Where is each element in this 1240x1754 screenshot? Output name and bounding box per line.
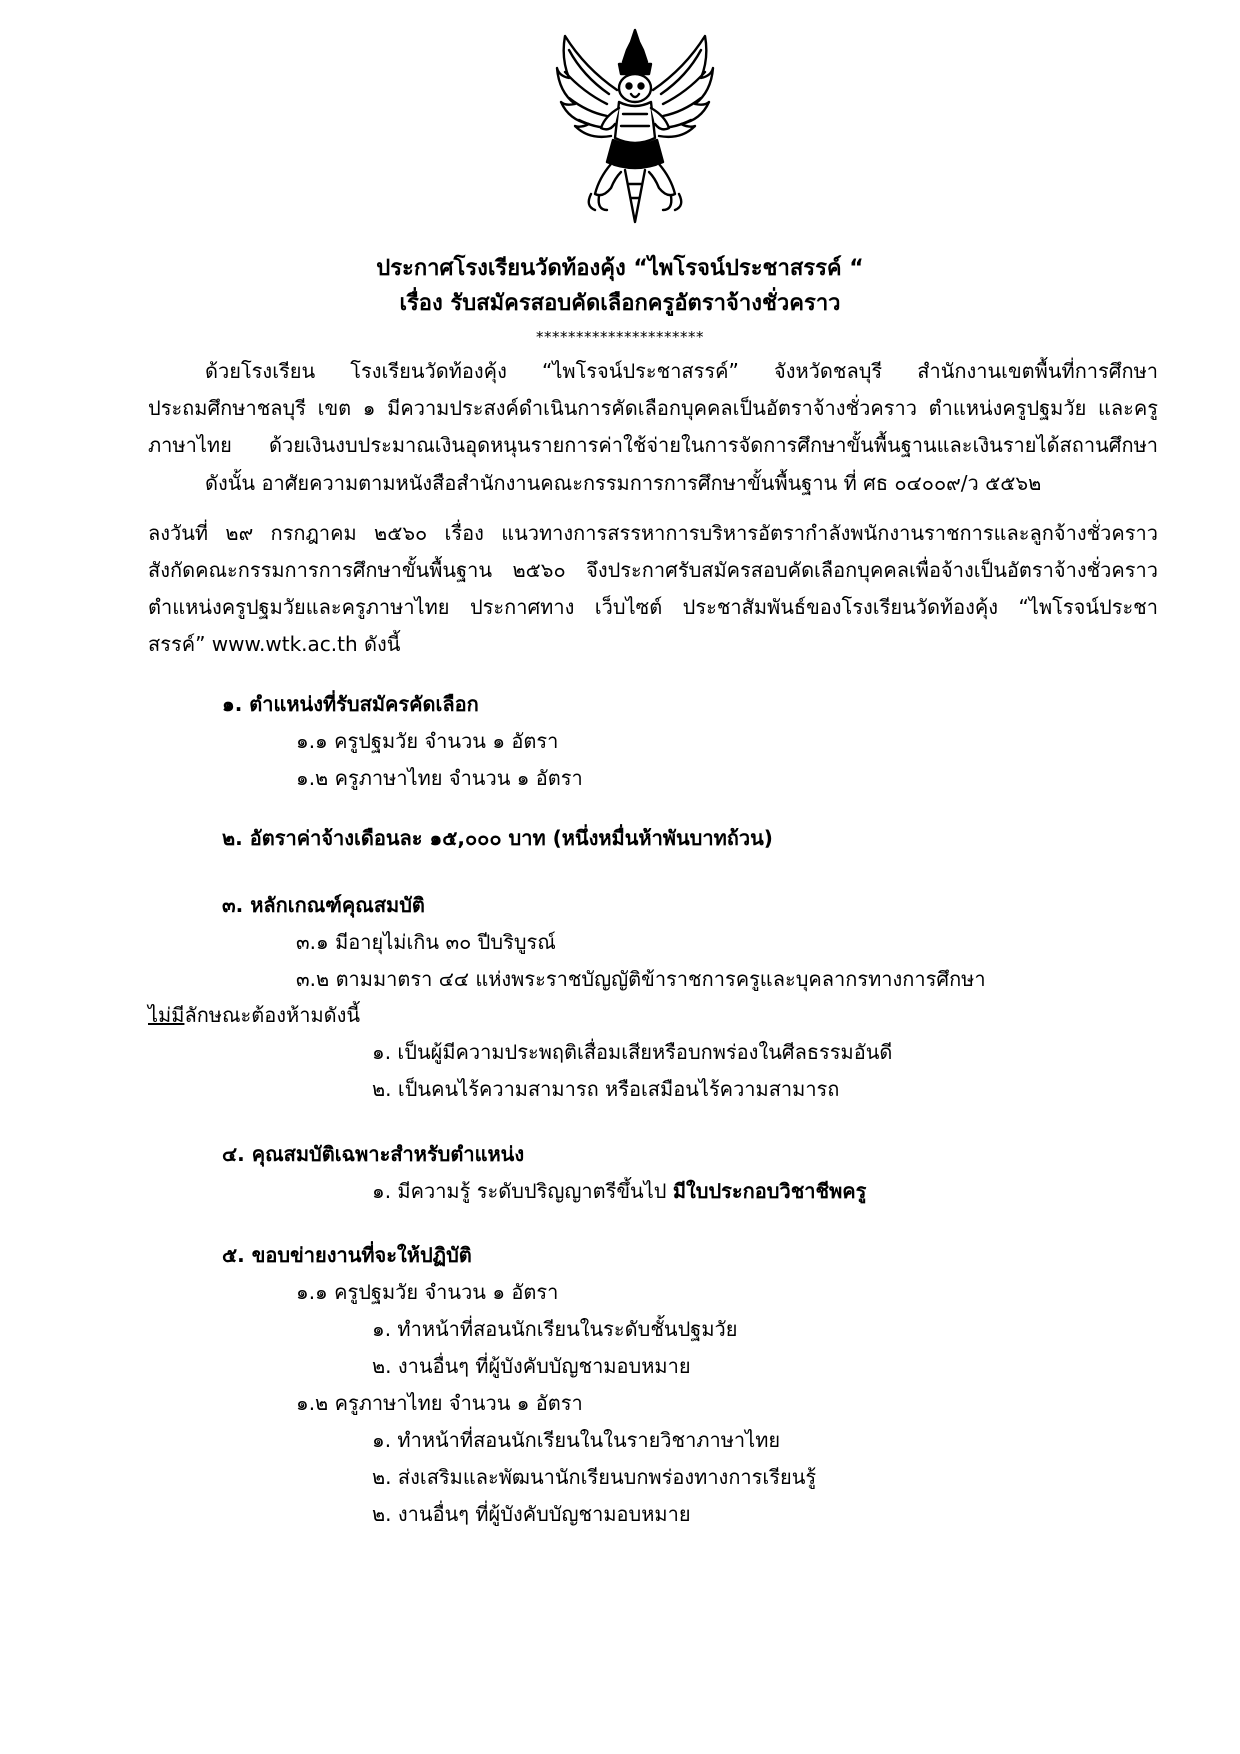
section-1-item: ๑.๒ ครูภาษาไทย จำนวน ๑ อัตรา	[296, 766, 583, 790]
section-5-item: ๑. ทำหน้าที่สอนนักเรียนในในรายวิชาภาษาไทย	[372, 1428, 781, 1452]
section-5-item: ๒. งานอื่นๆ ที่ผู้บังคับบัญชามอบหมาย	[372, 1502, 691, 1526]
section-5-item: ๑. ทำหน้าที่สอนนักเรียนในระดับชั้นปฐมวัย	[372, 1317, 738, 1341]
section-2-heading: ๒. อัตราค่าจ้างเดือนละ ๑๕,๐๐๐ บาท (หนึ่งหมื่นห้าพันบาทถ้วน)	[222, 826, 773, 850]
intro-paragraph-line: ภาษาไทย ด้วยเงินงบประมาณเงินอุดหนุนรายการค่าใช้จ่ายในการจัดการศึกษาขั้นพื้นฐานและเงินรายได้สถานศึกษา	[148, 433, 1158, 457]
section-3-subitem: ๒. เป็นคนไร้ความสามารถ หรือเสมือนไร้ความสามารถ	[372, 1077, 840, 1101]
section-4-item-emphasis: มีใบประกอบวิชาชีพครู	[672, 1179, 867, 1203]
section-4-heading: ๔. คุณสมบัติเฉพาะสำหรับตำแหน่ง	[222, 1142, 525, 1166]
continuation-text: ลักษณะต้องห้ามดังนี้	[184, 1003, 361, 1027]
intro-paragraph-line: ลงวันที่ ๒๙ กรกฎาคม ๒๕๖๐ เรื่อง แนวทางการสรรหาการบริหารอัตรากำลังพนักงานราชการและลูกจ้างชั่วคราว	[148, 521, 1158, 545]
intro-paragraph-line: ตำแหน่งครูปฐมวัยและครูภาษาไทย ประกาศทาง เว็บไซต์ ประชาสัมพันธ์ของโรงเรียนวัดท้องคุ้ง “ไพโรจน์ประชา	[148, 595, 1158, 619]
section-3-heading: ๓. หลักเกณฑ์คุณสมบัติ	[222, 893, 425, 917]
section-1-heading: ๑. ตำแหน่งที่รับสมัครคัดเลือก	[222, 692, 479, 716]
underlined-text: ไม่มี	[148, 1003, 185, 1027]
intro-paragraph-line: ดังนั้น อาศัยความตามหนังสือสำนักงานคณะกรรมการการศึกษาขั้นพื้นฐาน ที่ ศธ ๐๔๐๐๙/ว ๕๕๖๒	[205, 471, 1042, 495]
announcement-subject: เรื่อง รับสมัครสอบคัดเลือกครูอัตราจ้างชั่วคราว	[399, 291, 841, 316]
section-5-group: ๑.๑ ครูปฐมวัย จำนวน ๑ อัตรา	[296, 1280, 559, 1304]
section-3-item: ๓.๒ ตามมาตรา ๔๔ แห่งพระราชบัญญัติข้าราชการครูและบุคลากรทางการศึกษา	[296, 967, 986, 991]
section-1-item: ๑.๑ ครูปฐมวัย จำนวน ๑ อัตรา	[296, 729, 559, 753]
announcement-title: ประกาศโรงเรียนวัดท้องคุ้ง “ไพโรจน์ประชาสรรค์ “	[376, 256, 864, 281]
section-5-item: ๒. ส่งเสริมและพัฒนานักเรียนบกพร่องทางการเรียนรู้	[372, 1465, 817, 1489]
section-5-heading: ๕. ขอบข่ายงานที่จะให้ปฏิบัติ	[222, 1243, 472, 1267]
garuda-emblem	[555, 28, 715, 224]
intro-paragraph-line: สังกัดคณะกรรมการการศึกษาขั้นพื้นฐาน ๒๕๖๐ จึงประกาศรับสมัครสอบคัดเลือกบุคคลเพื่อจ้างเป็นอัตราจ้างชั่วคราว	[148, 558, 1158, 582]
section-5-group: ๑.๒ ครูภาษาไทย จำนวน ๑ อัตรา	[296, 1391, 583, 1415]
intro-paragraph-line: สรรค์” www.wtk.ac.th ดังนี้	[148, 632, 401, 656]
intro-paragraph-line: ประถมศึกษาชลบุรี เขต ๑ มีความประสงค์ดำเนินการคัดเลือกบุคคลเป็นอัตราจ้างชั่วคราว ตำแหน่งครูปฐมวัย และครู	[148, 396, 1158, 420]
section-4-item-text: ๑. มีความรู้ ระดับปริญญาตรีขึ้นไป	[372, 1179, 673, 1203]
section-3-item: ๓.๑ มีอายุไม่เกิน ๓๐ ปีบริบูรณ์	[296, 930, 556, 954]
section-5-item: ๒. งานอื่นๆ ที่ผู้บังคับบัญชามอบหมาย	[372, 1354, 691, 1378]
section-3-item-continuation	[148, 1000, 360, 1030]
intro-paragraph-line: ด้วยโรงเรียน โรงเรียนวัดท้องคุ้ง “ไพโรจน์ประชาสรรค์” จังหวัดชลบุรี สำนักงานเขตพื้นที่การศึกษา	[205, 359, 1158, 383]
section-3-subitem: ๑. เป็นผู้มีความประพฤติเสื่อมเสียหรือบกพร่องในศีลธรรมอันดี	[372, 1040, 893, 1064]
separator-line: *********************	[536, 328, 704, 346]
section-4-item	[372, 1176, 866, 1206]
